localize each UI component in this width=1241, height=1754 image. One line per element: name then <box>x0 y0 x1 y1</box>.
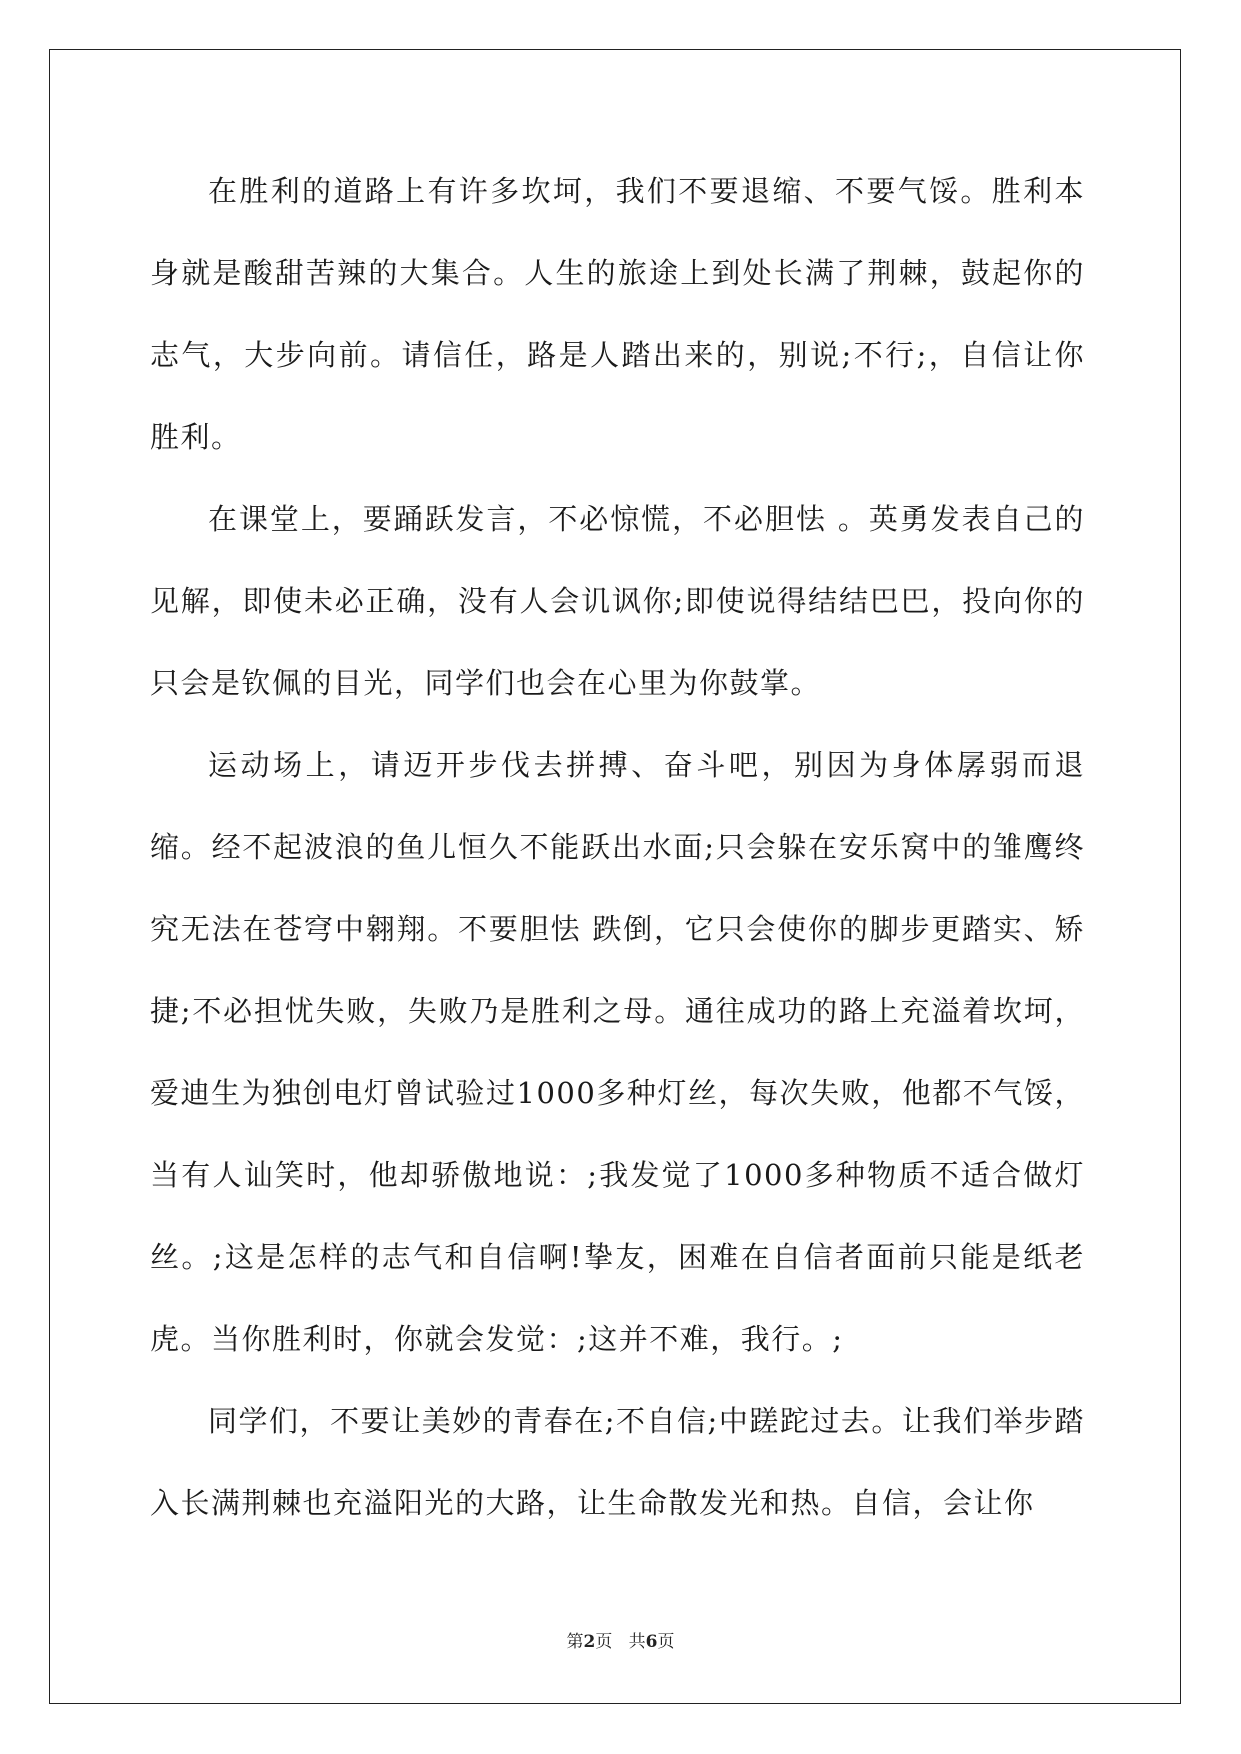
footer-middle: 页 共 <box>595 1632 646 1652</box>
paragraph-1: 在胜利的道路上有许多坎坷，我们不要退缩、不要气馁。胜利本身就是酸甜苦辣的大集合。人生的旅途上到处长满了荆棘，鼓起你的志气，大步向前。请信任，路是人踏出来的，别说;不行;，自信让你胜利。 <box>150 174 1085 454</box>
document-body <box>150 150 1085 1544</box>
paragraph-3: 运动场上，请迈开步伐去拼搏、奋斗吧，别因为身体孱弱而退缩。经不起波浪的鱼儿恒久不能跃出水面;只会躲在安乐窝中的雏鹰终究无法在苍穹中翱翔。不要胆怯 跌倒，它只会使你的脚步更踏实、矫捷;不必担忧失败，失败乃是胜利之母。通往成功的路上充溢着坎坷，爱迪生为独创电灯曾试验过1000多种灯丝，每次失败，他都不气馁，当有人讪笑时，他却骄傲地说：;我发觉了1000多种物质不适合做灯丝。;这是怎样的志气和自信啊!挚友，困难在自信者面前只能是纸老虎。当你胜利时，你就会发觉：;这并不难，我行。; <box>150 748 1085 1356</box>
current-page-number: 2 <box>583 1632 596 1652</box>
total-pages-number: 6 <box>645 1632 658 1652</box>
footer-suffix: 页 <box>657 1632 675 1652</box>
footer-prefix: 第 <box>566 1632 584 1652</box>
paragraph-2: 在课堂上，要踊跃发言，不必惊慌，不必胆怯 。英勇发表自己的见解，即使未必正确，没有人会讥讽你;即使说得结结巴巴，投向你的只会是钦佩的目光，同学们也会在心里为你鼓掌。 <box>150 502 1085 700</box>
paragraph-4: 同学们，不要让美妙的青春在;不自信;中蹉跎过去。让我们举步踏入长满荆棘也充溢阳光的大路，让生命散发光和热。自信，会让你 <box>150 1404 1085 1520</box>
page-footer <box>0 1627 1241 1652</box>
